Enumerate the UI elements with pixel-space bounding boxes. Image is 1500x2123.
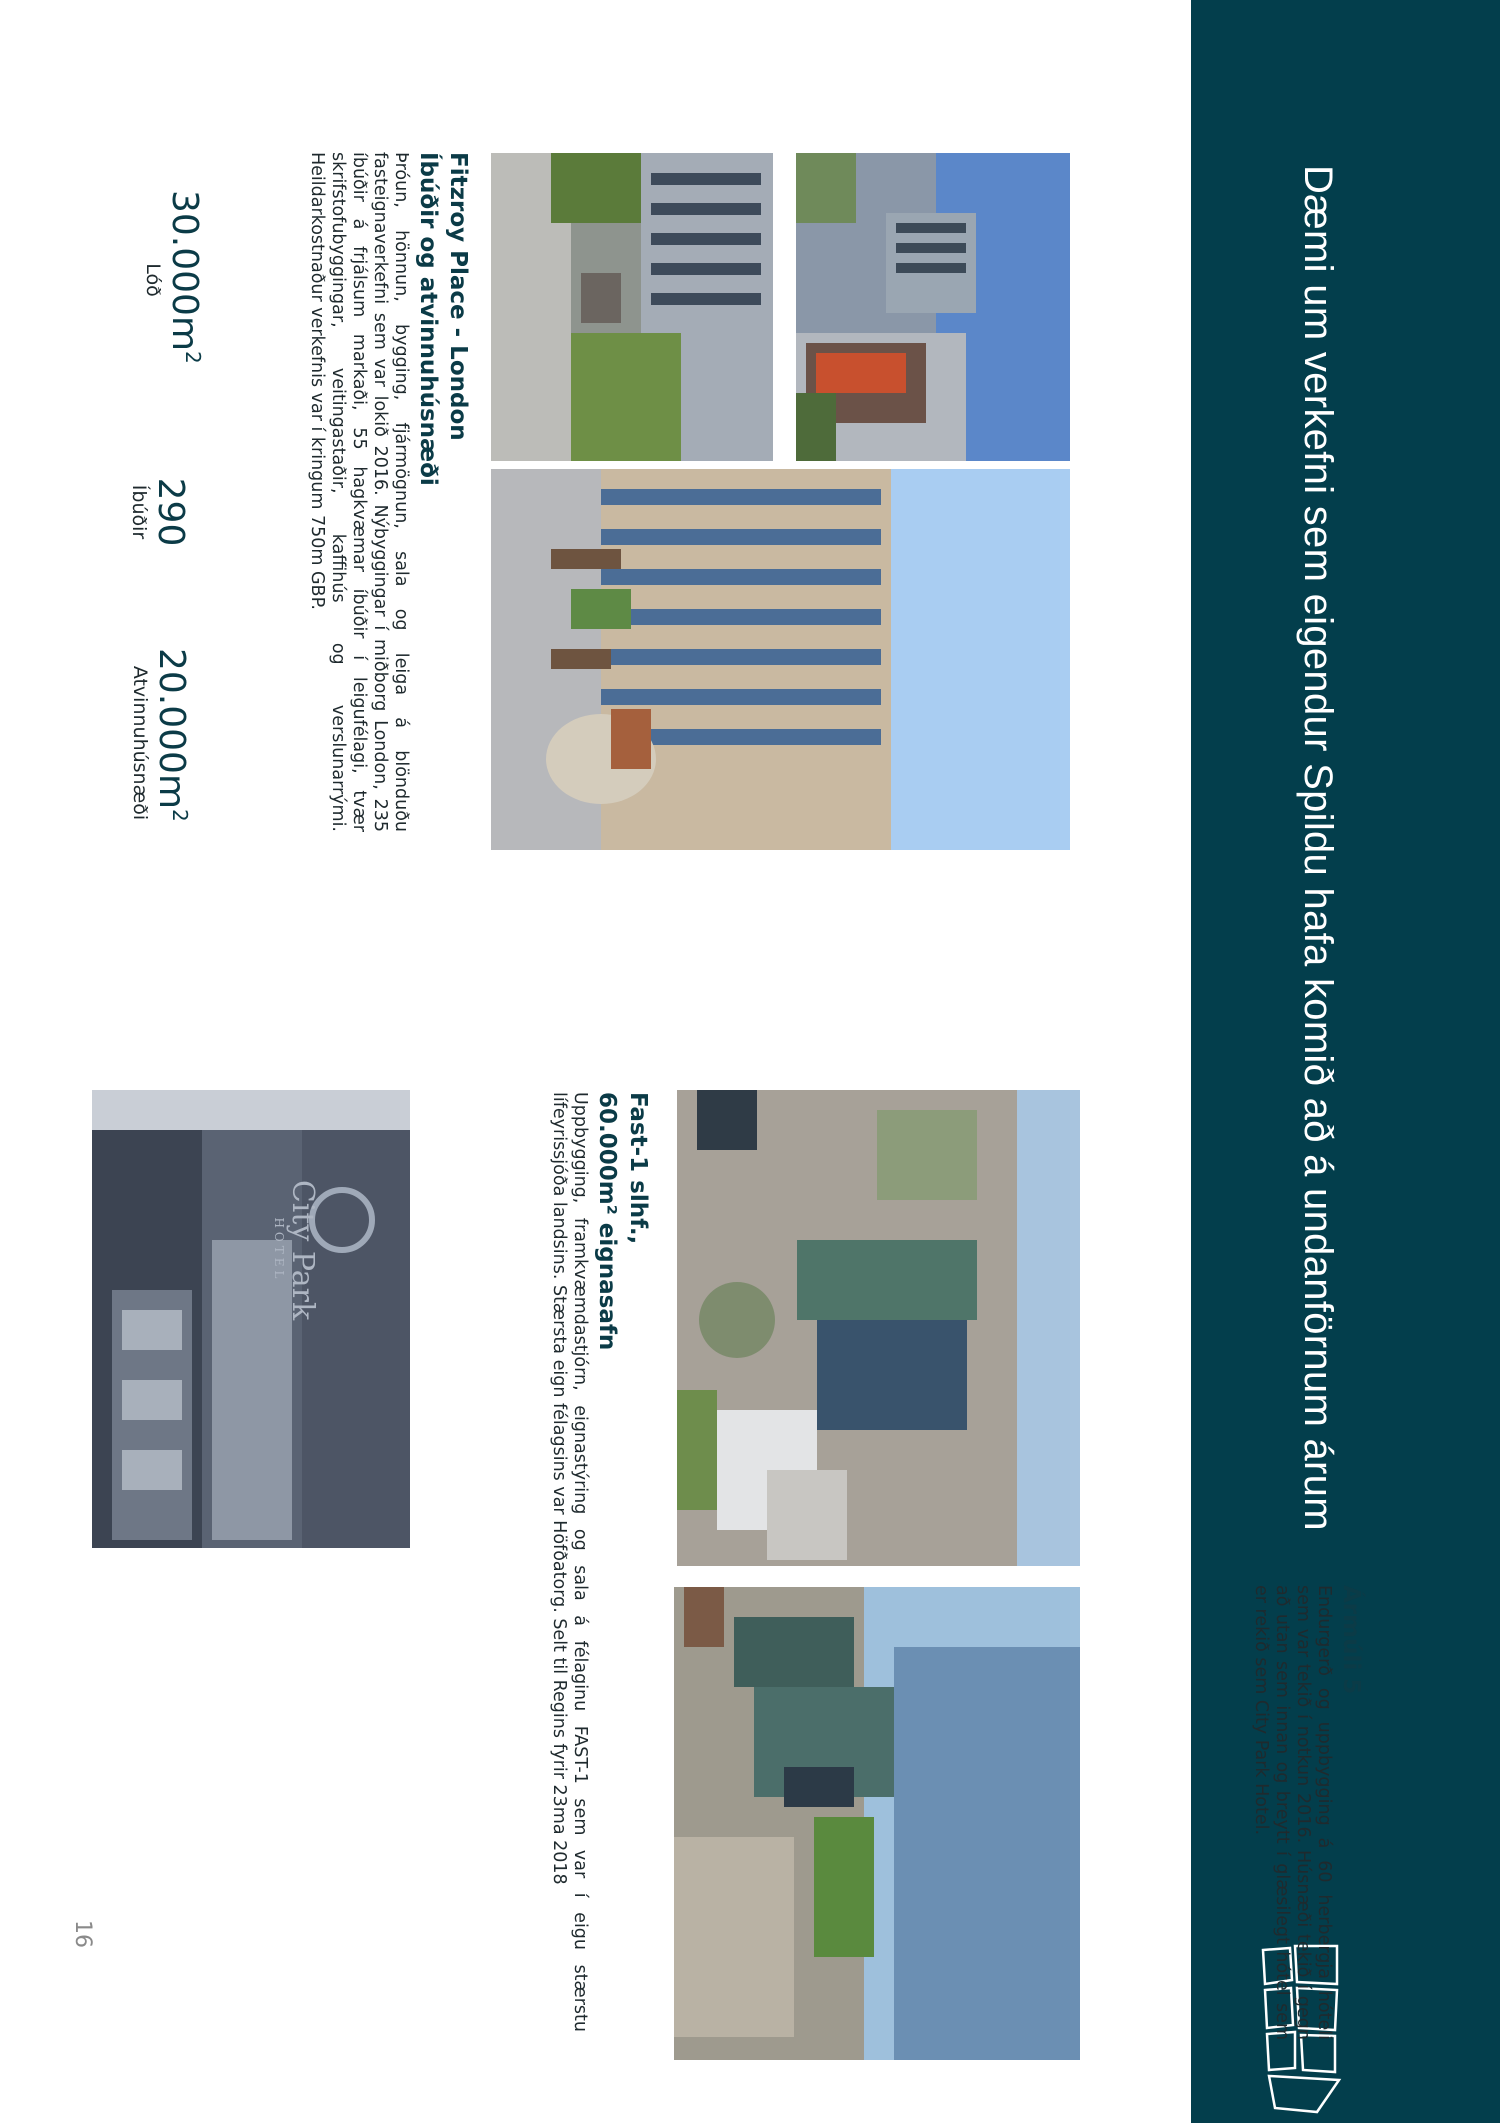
hotel-sign-text: City Park: [285, 1179, 320, 1321]
stat-atvinnu: [129, 648, 200, 838]
stat-ibudir-label: Íbúðir: [128, 484, 150, 540]
fitzroy-body: Þróun, hönnun, bygging, fjármögnun, sala og leiga á blönduðu fasteignaverkefni sem var lokið 2016. Nýbyggingar í miðborg London, 235 íbúðir á frjálsum markaði, 55 hagkvæmar íbúðir í leigufélagi, tvær skrifstofubyggingar, veitingastaðir, kaffihús og verslunarrými. Heildarkostnaður verkefnis var í kringum 750m GBP.: [307, 152, 411, 832]
armuli-body: Endurgerð og uppbygging á 60 herbergja hóteli sem var tekið í notkun 2016. Húsnæði tekið í gegn að utan sem innan og breytt í glæsilegt hótel sem er rekið sem City Park Hotel.: [1251, 1585, 1334, 2040]
fitzroy-subtitle: Íbúðir og atvinnuhúsnæði: [415, 152, 441, 486]
hotel-sign-sub: HOTEL: [272, 1217, 286, 1283]
stat-atvinnu-label: Atvinnuhúsnæði: [129, 665, 151, 821]
page-number: 16: [70, 1920, 95, 1948]
page-title: Dæmi um verkefni sem eigendur Spildu hafa komið að á undanförnum árum: [1296, 165, 1340, 1531]
header-band: [1191, 0, 1500, 2123]
fast1-subtitle: 60.000m² eignasafn: [594, 1092, 620, 1351]
fast1-body: Uppbygging, framkvæmdastjórn, eignastýring og sala á félaginu FAST-1 sem var í eigu stærstu lífeyrissjóða landsins. Stærsta eign félagsins var Höfðatorg. Selt til Regins fyrir 23ma 2018: [549, 1092, 590, 2032]
fitzroy-photo-building: [491, 469, 1070, 850]
stat-lod-value: 30.000m: [164, 190, 205, 352]
stat-ibudir: [128, 472, 190, 552]
fast1-photo-aerial-2: [674, 1587, 1080, 2060]
stat-lod: [142, 190, 213, 370]
armuli-photo-hotel: [92, 1090, 410, 1548]
fitzroy-photo-courtyard: [491, 153, 773, 461]
armuli-title: Ármúli 5: [1338, 1585, 1364, 1695]
stat-lod-label: Lóð: [142, 263, 164, 297]
fitzroy-photo-street: [796, 153, 1070, 461]
stat-ibudir-value: 290: [150, 477, 191, 547]
stat-atvinnu-sup: 2: [168, 809, 192, 822]
stat-lod-sup: 2: [181, 351, 205, 364]
stat-atvinnu-value: 20.000m: [151, 648, 192, 810]
fast1-title: Fast-1 slhf.,: [625, 1092, 651, 1245]
armuli-hotel-sign: [272, 1175, 318, 1325]
fast1-photo-aerial-1: [677, 1090, 1080, 1566]
fitzroy-title: Fitzroy Place - London: [445, 152, 471, 441]
